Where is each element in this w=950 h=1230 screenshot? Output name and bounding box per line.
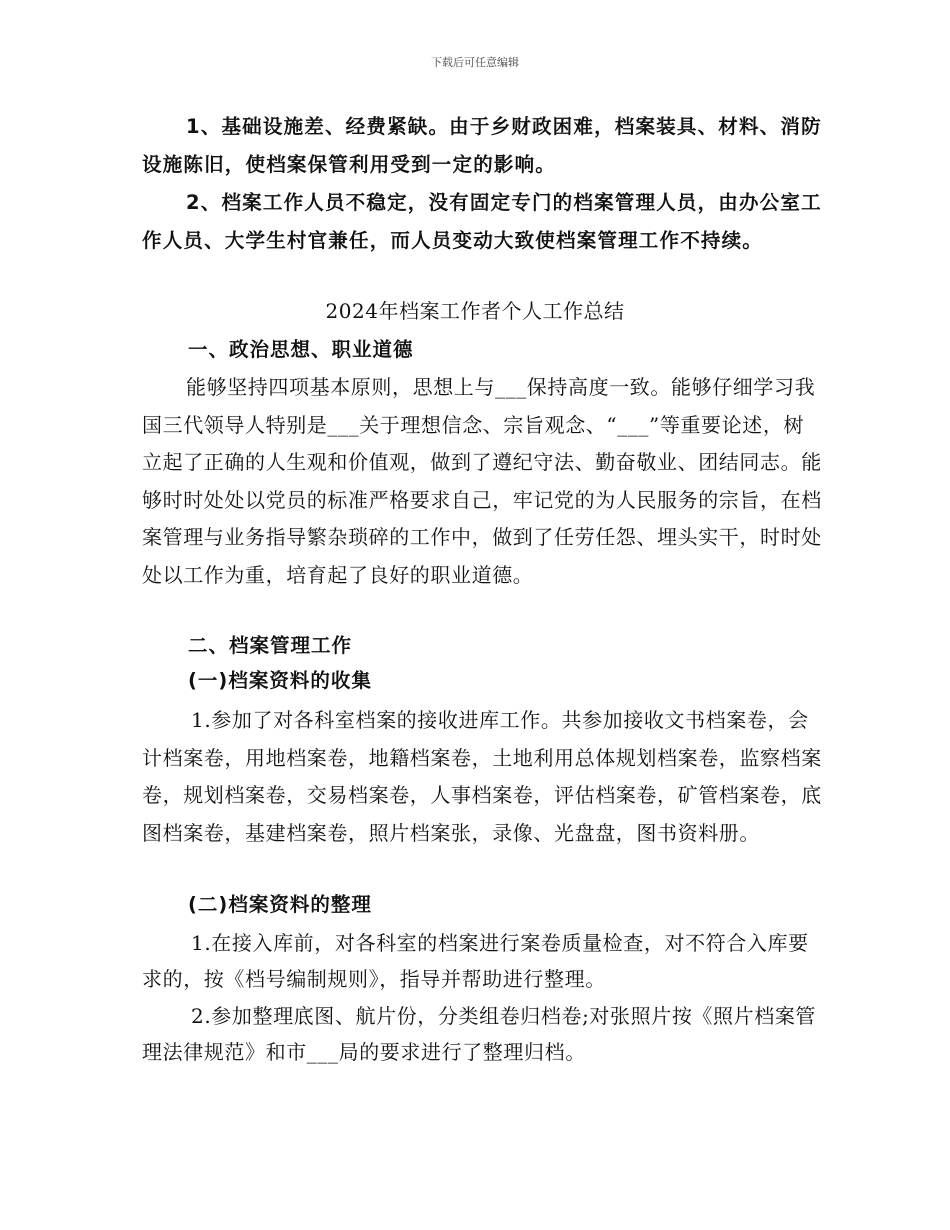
section2-heading: 二、档案管理工作 <box>188 634 353 657</box>
intro-paragraph-1: 1、基础设施差、经费紧缺。由于乡财政困难，档案装具、材料、消防设施陈旧，使档案保管利用受到一定的影响。 <box>142 115 822 176</box>
subsection2-item-1: 1.在接入库前，对各科室的档案进行案卷质量检查，对不符合入库要求的，按《档号编制规则》，指导并帮助进行整理。 <box>142 931 809 991</box>
subsection2-heading: (二)档案资料的整理 <box>188 893 372 916</box>
section1-body: 能够坚持四项基本原则，思想上与___保持高度一致。能够仔细学习我国三代领导人特别是___关于理想信念、宗旨观念、“___”等重要论述，树立起了正确的人生观和价值观，做到了遵纪守法、勤奋敬业、团结同志。能够时时处处以党员的标准严格要求自己，牢记党的为人民服务的宗旨，在档案管理与业务指导繁杂琐碎的工作中，做到了任劳任怨、埋头实干，时时处处以工作为重，培育起了良好的职业道德。 <box>142 375 822 587</box>
intro-paragraph-2: 2、档案工作人员不稳定，没有固定专门的档案管理人员，由办公室工作人员、大学生村官兼任，而人员变动大致使档案管理工作不持续。 <box>142 191 822 252</box>
subsection2-item-2: 2.参加整理底图、航片份，分类组卷归档卷;对张照片按《照片档案管理法律规范》和市___局的要求进行了整理归档。 <box>142 1004 817 1064</box>
page-header: 下载后可任意编辑 <box>431 56 519 69</box>
document-title: 2024年档案工作者个人工作总结 <box>325 299 625 323</box>
subsection1-body: 1.参加了对各科室档案的接收进库工作。共参加接收文书档案卷，会计档案卷，用地档案卷，地籍档案卷，土地利用总体规划档案卷，监察档案卷，规划档案卷，交易档案卷，人事档案卷，评估档案卷，矿管档案卷，底图档案卷，基建档案卷，照片档案张，录像、光盘盘，图书资料册。 <box>142 708 822 845</box>
subsection1-heading: (一)档案资料的收集 <box>188 669 372 692</box>
section1-heading: 一、政治思想、职业道德 <box>188 338 414 361</box>
